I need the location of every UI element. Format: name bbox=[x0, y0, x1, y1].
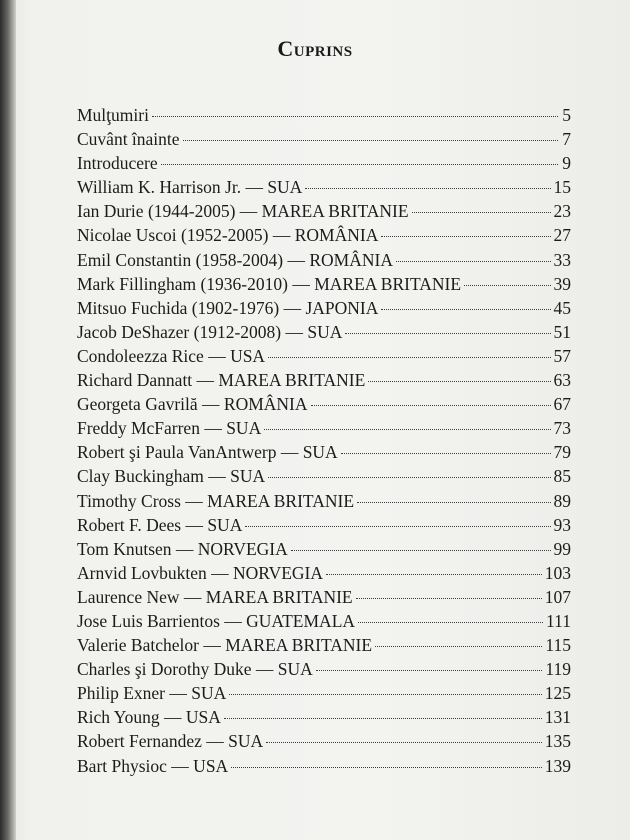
toc-entry-page-number: 119 bbox=[545, 659, 571, 680]
toc-entry bbox=[77, 127, 571, 151]
toc-entry bbox=[77, 392, 571, 416]
toc-entry-title: Arnvid Lovbukten — NORVEGIA bbox=[77, 562, 323, 583]
dot-leader bbox=[229, 694, 542, 695]
toc-entry-title: Bart Physioc — USA bbox=[77, 755, 229, 776]
toc-entry bbox=[77, 657, 571, 681]
toc-entry bbox=[77, 754, 571, 778]
toc-entry-page-number: 45 bbox=[553, 297, 571, 318]
toc-entry bbox=[77, 416, 571, 440]
toc-entry-page-number: 85 bbox=[553, 466, 571, 487]
dot-leader bbox=[375, 646, 542, 647]
toc-entry-title: Jacob DeShazer (1912-2008) — SUA bbox=[77, 321, 343, 342]
dot-leader bbox=[357, 502, 550, 503]
dot-leader bbox=[264, 429, 550, 430]
dot-leader bbox=[291, 550, 551, 551]
toc-entry bbox=[77, 585, 571, 609]
toc-entry-title: Clay Buckingham — SUA bbox=[77, 466, 266, 487]
toc-entry-page-number: 5 bbox=[562, 105, 571, 125]
toc-entry-title: Robert F. Dees — SUA bbox=[77, 514, 243, 535]
toc-entry bbox=[77, 272, 571, 296]
toc-entry-page-number: 73 bbox=[553, 418, 571, 439]
dot-leader bbox=[345, 333, 550, 334]
toc-entry-page-number: 79 bbox=[553, 442, 571, 463]
toc-entry bbox=[77, 151, 571, 175]
toc-entry bbox=[77, 464, 571, 488]
dot-leader bbox=[356, 598, 542, 599]
toc-entry-title: Introducere bbox=[77, 153, 158, 174]
toc-entry bbox=[77, 537, 571, 561]
toc-entry-title: Emil Constantin (1958-2004) — ROMÂNIA bbox=[77, 249, 393, 270]
toc-entry-page-number: 99 bbox=[553, 538, 571, 559]
toc-entry bbox=[77, 681, 571, 705]
page-title: Cuprins bbox=[277, 36, 353, 61]
toc-entry-page-number: 33 bbox=[553, 249, 571, 270]
toc-entry-title: Condoleezza Rice — USA bbox=[77, 345, 266, 366]
dot-leader bbox=[266, 742, 542, 743]
toc-entry-page-number: 135 bbox=[544, 731, 571, 752]
toc-entry-page-number: 103 bbox=[544, 562, 571, 583]
toc-entry-title: Charles şi Dorothy Duke — SUA bbox=[77, 659, 313, 680]
toc-entry bbox=[77, 513, 571, 537]
toc-entry-page-number: 27 bbox=[553, 225, 571, 246]
toc-entry-page-number: 111 bbox=[546, 610, 571, 631]
toc-entry-page-number: 57 bbox=[553, 345, 571, 366]
toc-entry bbox=[77, 729, 571, 753]
dot-leader bbox=[412, 212, 551, 213]
toc-entry-title: Laurence New — MAREA BRITANIE bbox=[77, 586, 353, 607]
toc-entry-title: William K. Harrison Jr. — SUA bbox=[77, 177, 303, 198]
dot-leader bbox=[358, 622, 543, 623]
dot-leader bbox=[396, 261, 551, 262]
dot-leader bbox=[326, 574, 542, 575]
toc-entry-title: Mark Fillingham (1936-2010) — MAREA BRITANIE bbox=[77, 273, 462, 294]
dot-leader bbox=[381, 309, 550, 310]
toc-entry bbox=[77, 561, 571, 585]
dot-leader bbox=[311, 405, 551, 406]
dot-leader bbox=[183, 140, 558, 141]
toc-entry bbox=[77, 320, 571, 344]
dot-leader bbox=[341, 453, 551, 454]
toc-entry-title: Cuvânt înainte bbox=[77, 129, 180, 150]
toc-entry-page-number: 51 bbox=[553, 321, 571, 342]
toc-entry bbox=[77, 609, 571, 633]
toc-entry-title: Mitsuo Fuchida (1902-1976) — JAPONIA bbox=[77, 297, 379, 318]
toc-entry bbox=[77, 175, 571, 199]
toc-entry-page-number: 131 bbox=[544, 707, 571, 728]
toc-entry bbox=[77, 199, 571, 223]
toc-entry bbox=[77, 368, 571, 392]
dot-leader bbox=[305, 188, 550, 189]
toc-entry-page-number: 125 bbox=[544, 683, 571, 704]
toc-entry-page-number: 93 bbox=[553, 514, 571, 535]
toc-entry-title: Tom Knutsen — NORVEGIA bbox=[77, 538, 288, 559]
toc-entry bbox=[77, 633, 571, 657]
toc-entry-page-number: 7 bbox=[562, 129, 571, 150]
toc-entry-page-number: 67 bbox=[553, 394, 571, 415]
page-binding-shadow bbox=[0, 0, 16, 840]
toc-entry-page-number: 115 bbox=[545, 635, 571, 656]
dot-leader bbox=[245, 526, 550, 527]
dot-leader bbox=[161, 164, 558, 165]
toc-entry-title: Freddy McFarren — SUA bbox=[77, 418, 262, 439]
toc-entry-title: Richard Dannatt — MAREA BRITANIE bbox=[77, 370, 366, 391]
toc-entry-title: Robert şi Paula VanAntwerp — SUA bbox=[77, 442, 338, 463]
toc-entry-page-number: 63 bbox=[553, 370, 571, 391]
dot-leader bbox=[268, 357, 550, 358]
toc-entry bbox=[77, 296, 571, 320]
toc-entry-title: Mulţumiri bbox=[77, 105, 149, 125]
toc-entry-title: Timothy Cross — MAREA BRITANIE bbox=[77, 490, 355, 511]
toc-entry bbox=[77, 344, 571, 368]
dot-leader bbox=[231, 767, 542, 768]
toc-entry-page-number: 39 bbox=[553, 273, 571, 294]
toc-entry-title: Ian Durie (1944-2005) — MAREA BRITANIE bbox=[77, 201, 409, 222]
dot-leader bbox=[268, 477, 550, 478]
toc-entry bbox=[77, 705, 571, 729]
toc-entry-page-number: 23 bbox=[553, 201, 571, 222]
toc-entry-title: Jose Luis Barrientos — GUATEMALA bbox=[77, 610, 356, 631]
toc-entry-page-number: 15 bbox=[553, 177, 571, 198]
dot-leader bbox=[368, 381, 550, 382]
toc-entry-page-number: 107 bbox=[544, 586, 571, 607]
toc-entry-title: Nicolae Uscoi (1952-2005) — ROMÂNIA bbox=[77, 225, 379, 246]
toc-entry bbox=[77, 440, 571, 464]
toc-entry-title: Rich Young — USA bbox=[77, 707, 221, 728]
toc-entry-title: Philip Exner — SUA bbox=[77, 683, 227, 704]
dot-leader bbox=[152, 116, 558, 117]
toc-entry bbox=[77, 103, 571, 127]
dot-leader bbox=[224, 718, 542, 719]
toc-entry-title: Robert Fernandez — SUA bbox=[77, 731, 264, 752]
toc-entry bbox=[77, 248, 571, 272]
toc-entry bbox=[77, 223, 571, 247]
toc-entry-page-number: 139 bbox=[544, 755, 571, 776]
dot-leader bbox=[316, 670, 543, 671]
toc-entry-page-number: 89 bbox=[553, 490, 571, 511]
dot-leader bbox=[464, 285, 550, 286]
dot-leader bbox=[381, 236, 550, 237]
toc-entry bbox=[77, 489, 571, 513]
toc-entry-title: Georgeta Gavrilă — ROMÂNIA bbox=[77, 394, 308, 415]
table-of-contents bbox=[77, 103, 571, 778]
toc-entry-page-number: 9 bbox=[562, 153, 571, 174]
toc-entry-title: Valerie Batchelor — MAREA BRITANIE bbox=[77, 635, 373, 656]
